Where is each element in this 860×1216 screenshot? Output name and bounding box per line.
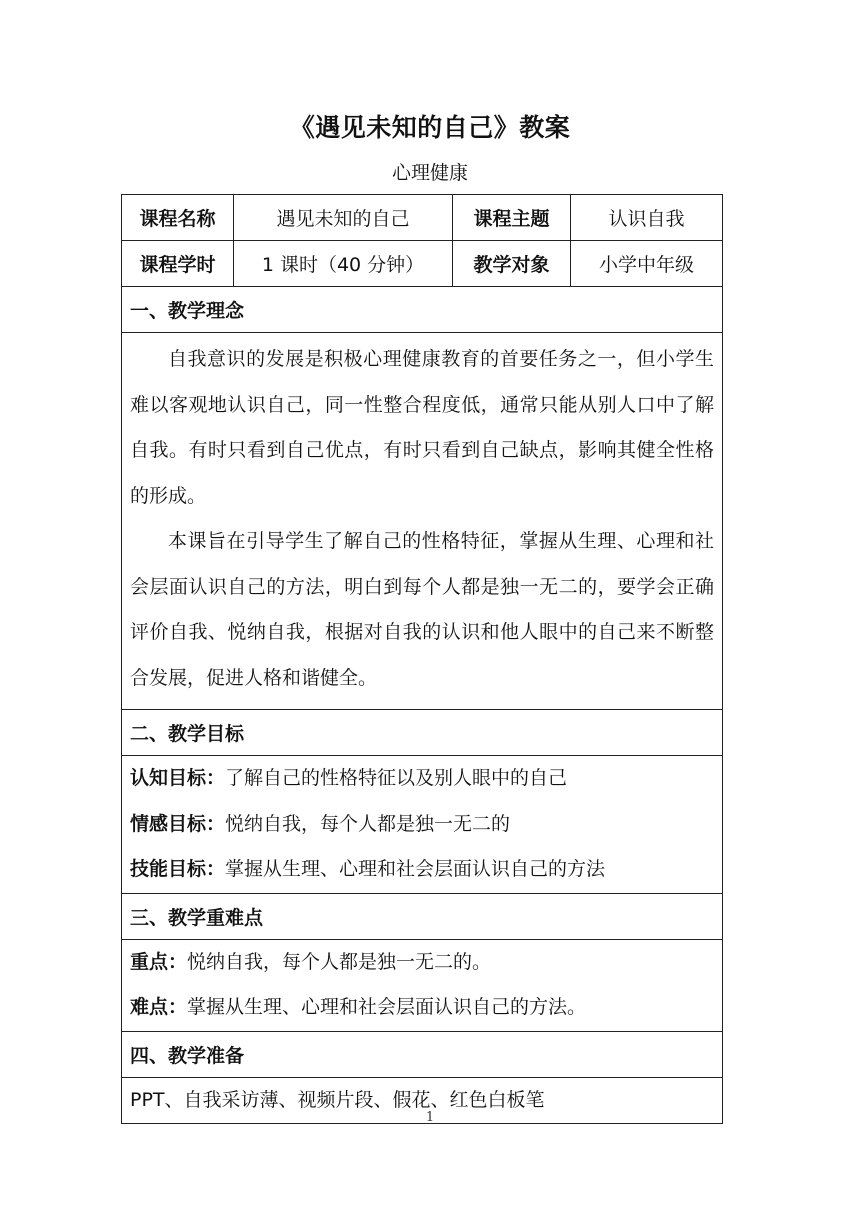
keypoint-text: 悦纳自我，每个人都是独一无二的。 — [187, 950, 492, 973]
course-name-value: 遇见未知的自己 — [234, 195, 453, 241]
keypoint-label: 重点： — [130, 950, 188, 973]
course-theme-value: 认识自我 — [571, 195, 723, 241]
goal-label: 情感目标： — [130, 812, 226, 835]
goal-item-emotional — [130, 802, 714, 848]
meta-row-hours — [122, 241, 723, 287]
lesson-plan-table — [121, 194, 723, 1124]
goal-item-skill — [130, 847, 714, 893]
section-goals-header — [122, 710, 723, 756]
goal-text: 了解自己的性格特征以及别人眼中的自己 — [225, 767, 568, 789]
keypoint-item-difficulty — [130, 985, 714, 1031]
page-number: 1 — [425, 1110, 435, 1125]
keypoints-content — [122, 939, 723, 1031]
section-heading: 二、教学目标 — [122, 710, 723, 756]
course-hours-value: 1 课时（40 分钟） — [234, 241, 453, 287]
section-philosophy-header — [122, 287, 723, 333]
course-name-label: 课程名称 — [122, 195, 234, 241]
philosophy-paragraph-1: 自我意识的发展是积极心理健康教育的首要任务之一，但小学生难以客观地认识自己，同一性整合程度低，通常只能从别人口中了解自我。有时只看到自己优点，有时只看到自己缺点，影响其健全性格的形成。 — [130, 348, 714, 507]
goal-text: 掌握从生理、心理和社会层面认识自己的方法 — [225, 858, 606, 880]
section-heading: 四、教学准备 — [122, 1031, 723, 1077]
section-heading: 三、教学重难点 — [122, 893, 723, 939]
goal-item-cognitive — [130, 756, 714, 802]
philosophy-paragraph-2: 本课旨在引导学生了解自己的性格特征，掌握从生理、心理和社会层面认识自己的方法，明白到每个人都是独一无二的，要学会正确评价自我、悦纳自我，根据对自我的认识和他人眼中的自己来不断整合发展，促进人格和谐健全。 — [130, 530, 714, 689]
section-philosophy-body — [122, 333, 723, 710]
section-keypoints-body — [122, 939, 723, 1031]
keypoint-text: 掌握从生理、心理和社会层面认识自己的方法。 — [187, 996, 587, 1018]
keypoint-item-focus — [130, 940, 714, 986]
goal-label: 认知目标： — [130, 767, 226, 789]
keypoint-label: 难点： — [130, 996, 188, 1018]
section-goals-body — [122, 756, 723, 894]
section-keypoints-header — [122, 893, 723, 939]
course-theme-label: 课程主题 — [453, 195, 571, 241]
audience-value: 小学中年级 — [571, 241, 723, 287]
goal-text: 悦纳自我，每个人都是独一无二的 — [225, 812, 511, 835]
goals-content — [122, 756, 723, 894]
document-title: 《遇见未知的自己》教案 — [289, 113, 571, 142]
preparation-text: PPT、自我采访薄、视频片段、假花、红色白板笔 — [130, 1088, 545, 1111]
section-heading: 一、教学理念 — [122, 287, 723, 333]
document-subtitle: 心理健康 — [391, 162, 468, 184]
course-hours-label: 课程学时 — [122, 241, 234, 287]
audience-label: 教学对象 — [453, 241, 571, 287]
section-preparation-header — [122, 1031, 723, 1077]
goal-label: 技能目标： — [130, 858, 226, 880]
meta-row-course — [122, 195, 723, 241]
philosophy-content — [122, 333, 723, 710]
